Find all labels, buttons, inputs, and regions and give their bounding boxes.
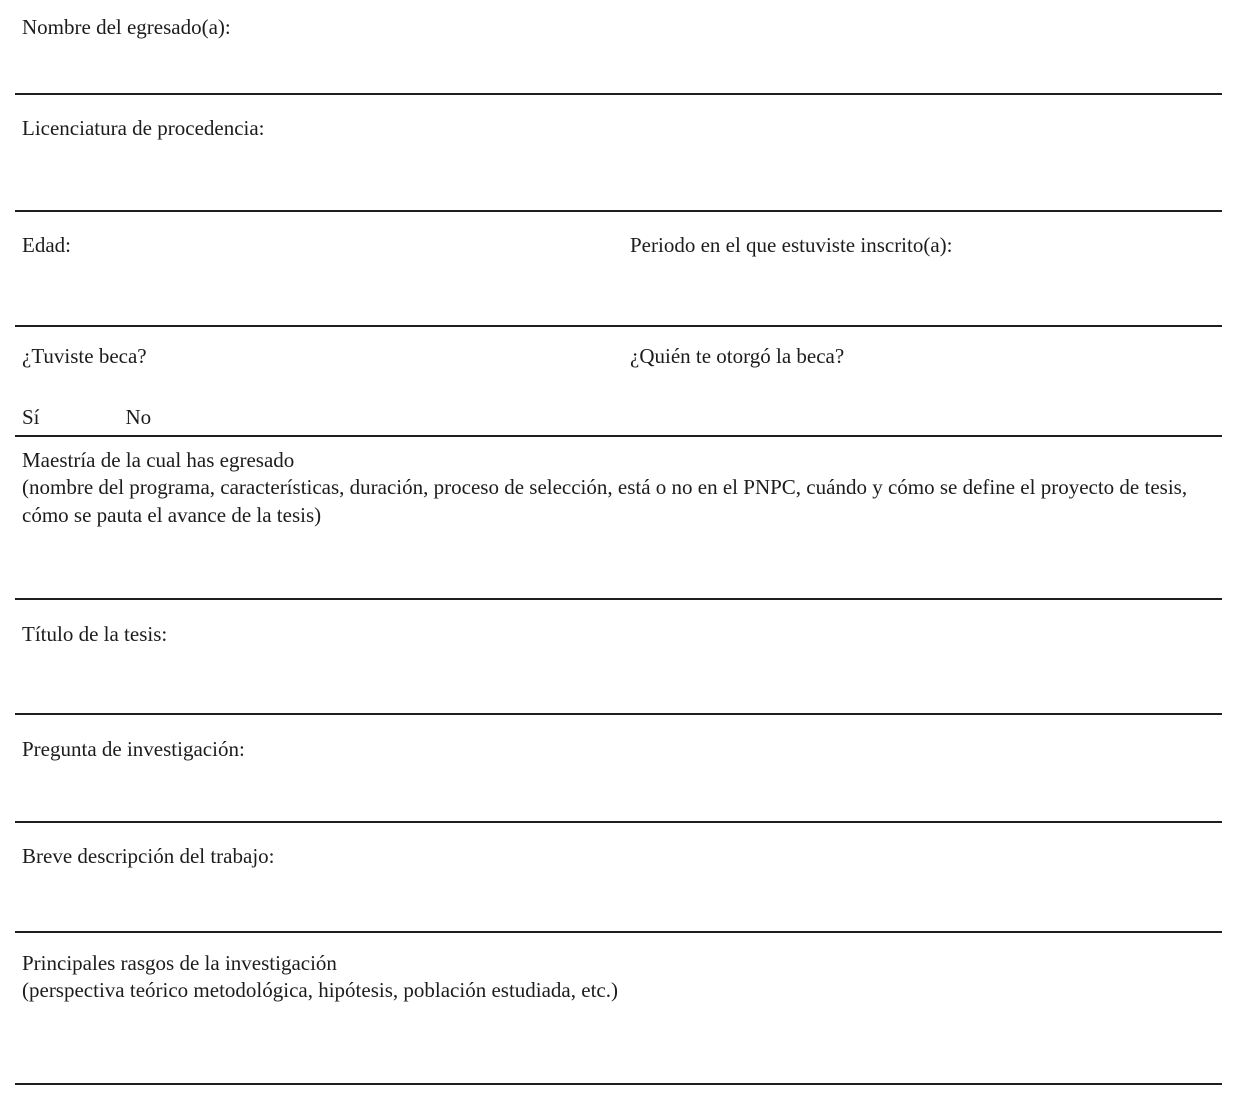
nombre-egresado-label: Nombre del egresado(a): xyxy=(22,15,231,39)
field-edad-periodo[interactable] xyxy=(15,212,1222,327)
periodo-inscrito-label: Periodo en el que estuviste inscrito(a): xyxy=(630,233,953,257)
no-option[interactable]: No xyxy=(125,405,152,430)
breve-descripcion-label: Breve descripción del trabajo: xyxy=(22,844,275,868)
tuviste-beca-label: ¿Tuviste beca? xyxy=(22,344,147,368)
edad-label: Edad: xyxy=(22,233,71,257)
field-breve-descripcion[interactable] xyxy=(15,823,1222,933)
principales-rasgos-sublabel: (perspectiva teórico metodológica, hipótesis, población estudiada, etc.) xyxy=(22,978,618,1003)
beca-options xyxy=(22,404,1212,431)
field-beca[interactable] xyxy=(15,327,1222,437)
maestria-egresado-label: Maestría de la cual has egresado xyxy=(22,448,295,472)
field-periodo-inscrito[interactable] xyxy=(630,232,1212,259)
field-pregunta-investigacion[interactable] xyxy=(15,715,1222,823)
titulo-tesis-label: Título de la tesis: xyxy=(22,622,168,646)
quien-otorgo-beca-label: ¿Quién te otorgó la beca? xyxy=(630,344,845,368)
field-nombre-egresado[interactable] xyxy=(15,0,1222,95)
field-principales-rasgos[interactable] xyxy=(15,933,1222,1085)
pregunta-investigacion-label: Pregunta de investigación: xyxy=(22,737,245,761)
field-tuviste-beca[interactable] xyxy=(22,343,630,370)
field-edad[interactable] xyxy=(22,232,630,259)
field-maestria-egresado[interactable] xyxy=(15,437,1222,600)
field-titulo-tesis[interactable] xyxy=(15,600,1222,715)
si-option[interactable]: Sí xyxy=(22,405,40,430)
maestria-egresado-sublabel: (nombre del programa, características, duración, proceso de selección, está o no en el PNPC, cuándo y cómo se define el proyecto de tesis, cómo se pauta el avance de la tesis) xyxy=(22,475,1188,527)
field-quien-otorgo-beca[interactable] xyxy=(630,343,1212,370)
bottom-spacer xyxy=(0,1085,1237,1097)
licenciatura-procedencia-label: Licenciatura de procedencia: xyxy=(22,116,265,140)
field-licenciatura-procedencia[interactable] xyxy=(15,95,1222,212)
principales-rasgos-label: Principales rasgos de la investigación xyxy=(22,951,337,975)
